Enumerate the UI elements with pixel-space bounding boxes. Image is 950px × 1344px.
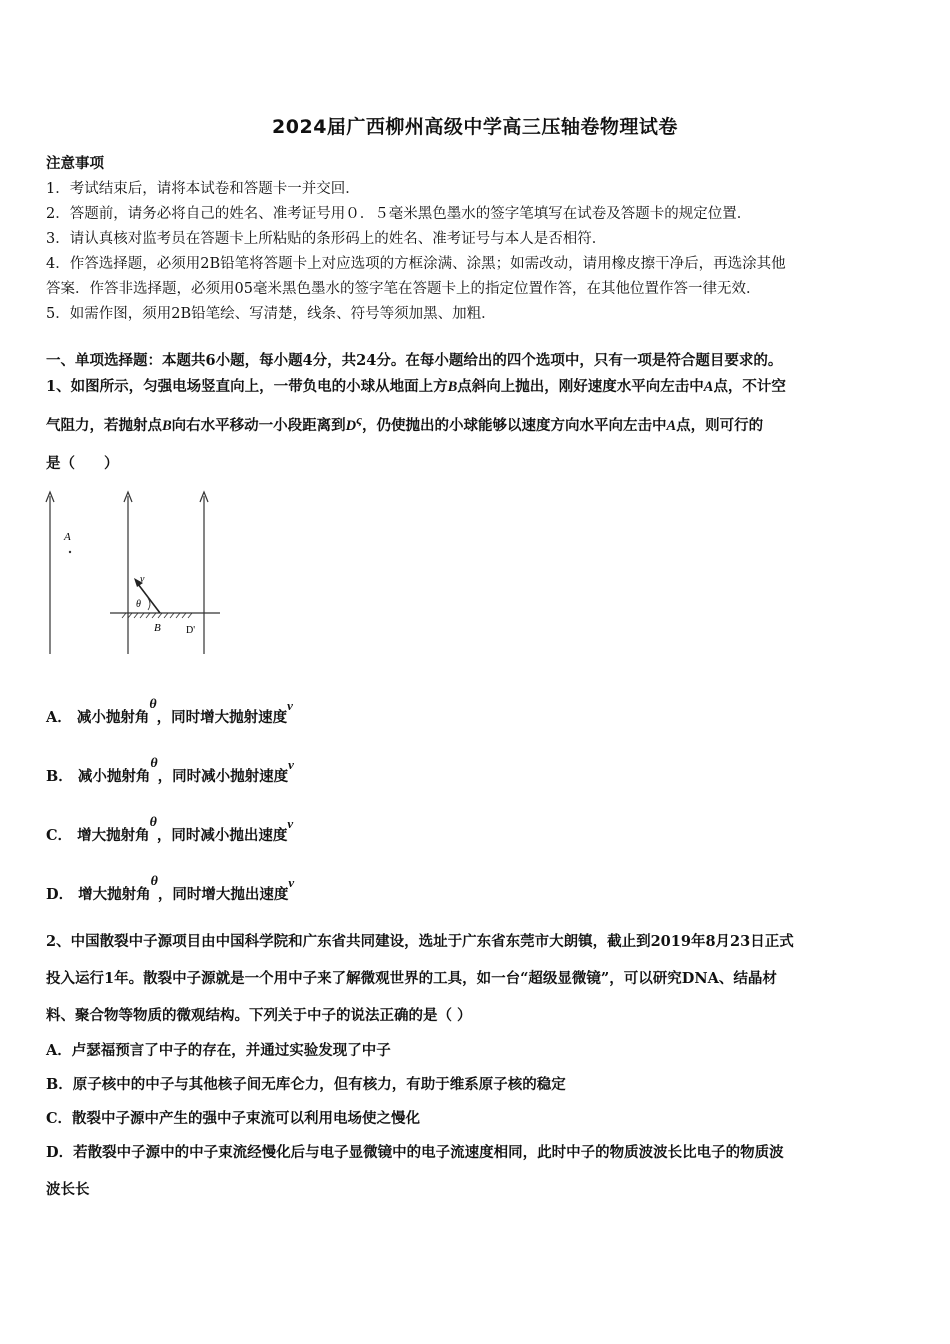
option-text: ，同时增大抛出速度 xyxy=(157,886,289,903)
q1-option-c xyxy=(46,815,294,845)
theta-symbol: θ xyxy=(149,697,157,712)
q1-line-2 xyxy=(46,414,763,435)
q2-option-c: C．散裂中子源中产生的强中子束流可以利用电场使之慢化 xyxy=(46,1110,421,1127)
theta-symbol: θ xyxy=(150,756,158,771)
notice-item: 答案．作答非选择题，必须用05毫米黑色墨水的签字笔在答题卡上的指定位置作答，在其他位置作答一律无效． xyxy=(46,281,761,297)
q1-sym-A: A xyxy=(666,418,677,434)
q1-text: 气阻力，若抛射点 xyxy=(46,417,162,434)
q1-text: 1、如图所示，匀强电场竖直向上，一带负电的小球从地面上方 xyxy=(46,378,448,395)
option-text: 减小抛射角 xyxy=(76,709,150,726)
q1-sym-A: A xyxy=(703,379,714,395)
ground-hatching xyxy=(122,613,192,618)
q1-text: 点斜向上抛出，刚好速度水平向左击中 xyxy=(457,378,704,395)
option-text: 减小抛射角 xyxy=(77,768,151,785)
theta-symbol: θ xyxy=(150,874,158,889)
q2-line-2: 投入运行1年。散裂中子源就是一个用中子来了解微观世界的工具，如一台“超级显微镜”，可以研究DNA、结晶材 xyxy=(46,970,777,987)
notice-item: 4．作答选择题，必须用2B铅笔将答题卡上对应选项的方框涂满、涂黑；如需改动，请用橡皮擦干净后，再选涂其他 xyxy=(46,256,786,272)
option-text: 增大抛射角 xyxy=(78,886,151,903)
q1-text: 点，则可行的 xyxy=(676,417,764,434)
option-letter: D． xyxy=(46,886,74,903)
q1-sym-B: B xyxy=(162,418,172,434)
option-letter: B． xyxy=(46,768,73,785)
fig-label-theta: θ xyxy=(136,599,141,610)
notice-item: 5．如需作图，须用2B铅笔绘、写清楚，线条、符号等须加黑、加粗． xyxy=(46,306,496,322)
q1-figure xyxy=(40,486,230,656)
option-text: 增大抛射角 xyxy=(77,827,150,844)
q1-text: ，仍使抛出的小球能够以速度方向水平向左击中 xyxy=(361,417,667,434)
v-symbol: v xyxy=(288,875,295,890)
q1-text: 点，不计空 xyxy=(713,378,786,395)
q2-line-3: 料、聚合物等物质的微观结构。下列关于中子的说法正确的是（ ） xyxy=(46,1007,472,1024)
notice-item: 2．答题前，请务必将自己的姓名、准考证号用０．５毫米黑色墨水的签字笔填写在试卷及答题卡的规定位置． xyxy=(46,206,752,222)
q1-text: 向右水平移动一小段距离到 xyxy=(171,417,346,434)
q1-option-b xyxy=(46,756,294,786)
option-text: ，同时减小抛出速度 xyxy=(156,827,288,844)
v-symbol: v xyxy=(287,698,293,713)
q2-option-d-cont: 波长长 xyxy=(46,1181,90,1198)
q1-sym-D: D xyxy=(345,418,357,434)
notice-heading: 注意事项 xyxy=(46,155,104,172)
notice-item: 1．考试结束后，请将本试卷和答题卡一并交回． xyxy=(46,181,360,197)
option-text: ，同时增大抛射速度 xyxy=(156,709,288,726)
option-letter: C． xyxy=(46,827,73,844)
q1-sym-prime: ς xyxy=(356,412,362,427)
fig-label-v: v xyxy=(140,574,145,585)
v-symbol: v xyxy=(287,816,294,831)
notice-item: 3．请认真核对监考员在答题卡上所粘贴的条形码上的姓名、准考证号与本人是否相符． xyxy=(46,231,607,247)
page-title: 2024届广西柳州高级中学高三压轴卷物理试卷 xyxy=(272,116,678,138)
option-text: ，同时减小抛射速度 xyxy=(157,768,289,785)
q2-option-b: B．原子核中的中子与其他核子间无库仑力，但有核力，有助于维系原子核的稳定 xyxy=(46,1076,566,1093)
theta-symbol: θ xyxy=(149,815,157,830)
section-heading: 一、单项选择题：本题共6小题，每小题4分，共24分。在每小题给出的四个选项中，只有一项是符合题目要求的。 xyxy=(46,352,783,369)
fig-label-D: D' xyxy=(186,625,196,636)
option-letter: A． xyxy=(46,709,72,726)
q1-line-1 xyxy=(46,375,786,396)
point-a-icon xyxy=(69,551,71,553)
fig-label-A: A xyxy=(64,531,71,543)
q1-option-a xyxy=(46,697,293,727)
fig-label-B: B xyxy=(154,622,161,634)
q1-sym-B: B xyxy=(447,379,458,395)
q2-option-a: A．卢瑟福预言了中子的存在，并通过实验发现了中子 xyxy=(46,1042,391,1059)
v-symbol: v xyxy=(288,757,294,772)
q1-line-3: 是（ ） xyxy=(46,455,119,472)
q2-line-1: 2、中国散裂中子源项目由中国科学院和广东省共同建设，选址于广东省东莞市大朗镇，截止到2019年8月23日正式 xyxy=(46,933,794,950)
q2-option-d: D．若散裂中子源中的中子束流经慢化后与电子显微镜中的电子流速度相同，此时中子的物质波波长比电子的物质波 xyxy=(46,1144,784,1161)
q1-option-d xyxy=(46,874,295,904)
